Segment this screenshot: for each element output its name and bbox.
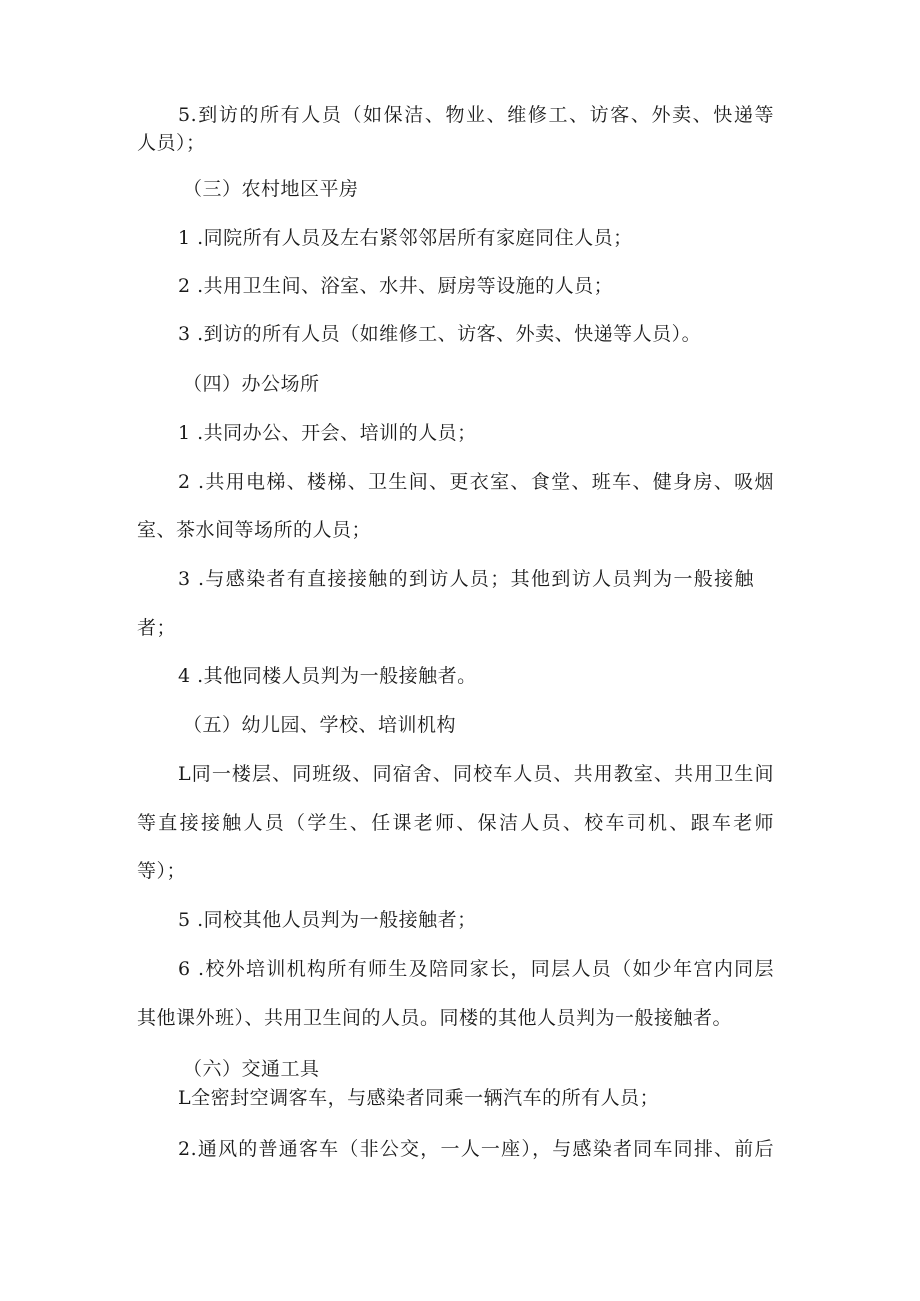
section-heading: （四）办公场所 [183, 373, 320, 395]
list-item: 2 .共用卫生间、浴室、水井、厨房等设施的人员； [178, 275, 614, 297]
list-item: 2.通风的普通客车（非公交，一人一座），与感染者同车同排、前后 [178, 1138, 774, 1160]
section-heading: （五）幼儿园、学校、培训机构 [183, 714, 457, 736]
paragraph-line: 5.到访的所有人员（如保洁、物业、维修工、访客、外卖、快递等 [178, 104, 774, 126]
list-item: L全密封空调客车，与感染者同乘一辆汽车的所有人员； [178, 1087, 660, 1109]
section-heading: （三）农村地区平房 [183, 178, 359, 200]
list-item: 1 .共同办公、开会、培训的人员； [178, 422, 477, 444]
list-item: 6 .校外培训机构所有师生及陪同家长，同层人员（如少年宫内同层 [178, 958, 774, 980]
section-heading: （六）交通工具 [183, 1058, 320, 1080]
paragraph-line: 室、茶水间等场所的人员； [137, 519, 372, 541]
list-item: 3 .到访的所有人员（如维修工、访客、外卖、快递等人员）。 [178, 323, 702, 345]
paragraph-line: 其他课外班）、共用卫生间的人员。同楼的其他人员判为一般接触者。 [137, 1007, 733, 1029]
paragraph-line: 等）； [137, 860, 187, 882]
paragraph-line: 者； [137, 617, 177, 639]
paragraph-line: 人员）； [137, 132, 206, 154]
list-item: 3 .与感染者有直接接触的到访人员；其他到访人员判为一般接触 [178, 568, 754, 590]
list-item: 5 .同校其他人员判为一般接触者； [178, 909, 477, 931]
list-item: L同一楼层、同班级、同宿舍、同校车人员、共用教室、共用卫生间 [178, 763, 774, 785]
list-item: 4 .其他同楼人员判为一般接触者。 [178, 665, 477, 687]
paragraph-line: 等直接接触人员（学生、任课老师、保洁人员、校车司机、跟车老师 [137, 812, 774, 834]
list-item: 2 .共用电梯、楼梯、卫生间、更衣室、食堂、班车、健身房、吸烟 [178, 471, 774, 493]
list-item: 1 .同院所有人员及左右紧邻邻居所有家庭同住人员； [178, 227, 633, 249]
